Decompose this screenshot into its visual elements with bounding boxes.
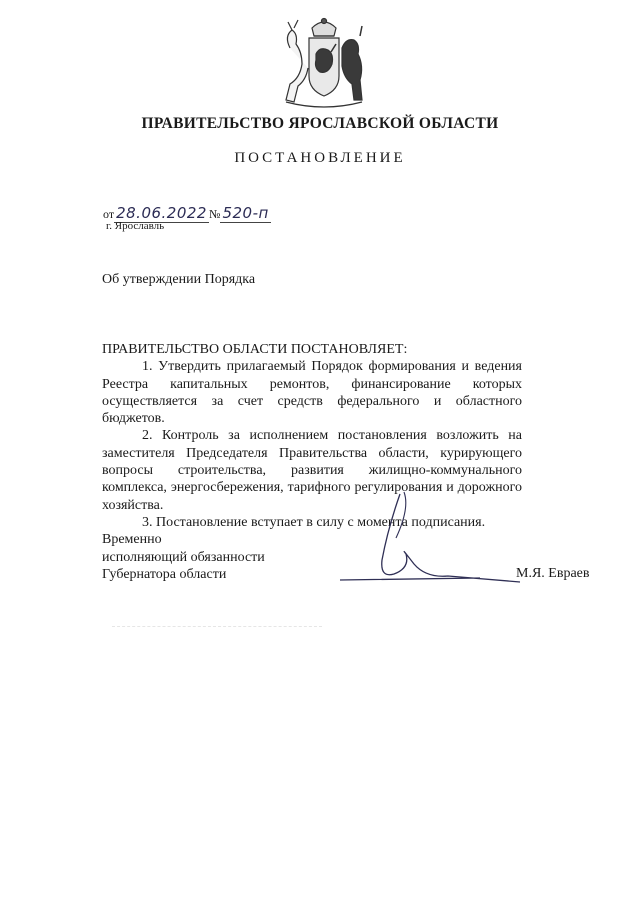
document-subject: Об утверждении Порядка (102, 272, 256, 287)
position-line-1: Временно (102, 532, 162, 547)
body-item-2: 2. Контроль за исполнением постановления возложить на заместителя Председателя Правительства области, курирующего вопросы строительства, развития жилищно-коммунального комплекса, энергосбережения, тарифного регулирования и дорожного хозяйства. (102, 428, 522, 513)
document-number: 520-п (222, 204, 269, 222)
signatory-name: М.Я. Евраев (516, 566, 590, 581)
number-prefix: № (208, 207, 221, 221)
position-line-3: Губернатора области (102, 567, 227, 582)
body-item-3: 3. Постановление вступает в силу с момента подписания. (142, 514, 486, 530)
position-line-2: исполняющий обязанности (102, 549, 265, 565)
document-date: 28.06.2022 (116, 204, 207, 222)
resolves-heading: ПРАВИТЕЛЬСТВО ОБЛАСТИ ПОСТАНОВЛЯЕТ: (102, 342, 408, 357)
body-item-1: 1. Утвердить прилагаемый Порядок формирования и ведения Реестра капитальных ремонтов, финансирование которых осуществляется за счет средств федерального и областного бюджетов. (102, 359, 522, 427)
city: г. Ярославль (106, 220, 165, 232)
divider (112, 626, 322, 628)
signatory-position (102, 531, 265, 584)
date-prefix: от (103, 207, 115, 221)
document-type: ПОСТАНОВЛЕНИЕ (234, 150, 406, 166)
government-title: ПРАВИТЕЛЬСТВО ЯРОСЛАВСКОЙ ОБЛАСТИ (141, 115, 499, 132)
coat-of-arms-icon (276, 14, 372, 114)
handwritten-signature (330, 488, 530, 598)
